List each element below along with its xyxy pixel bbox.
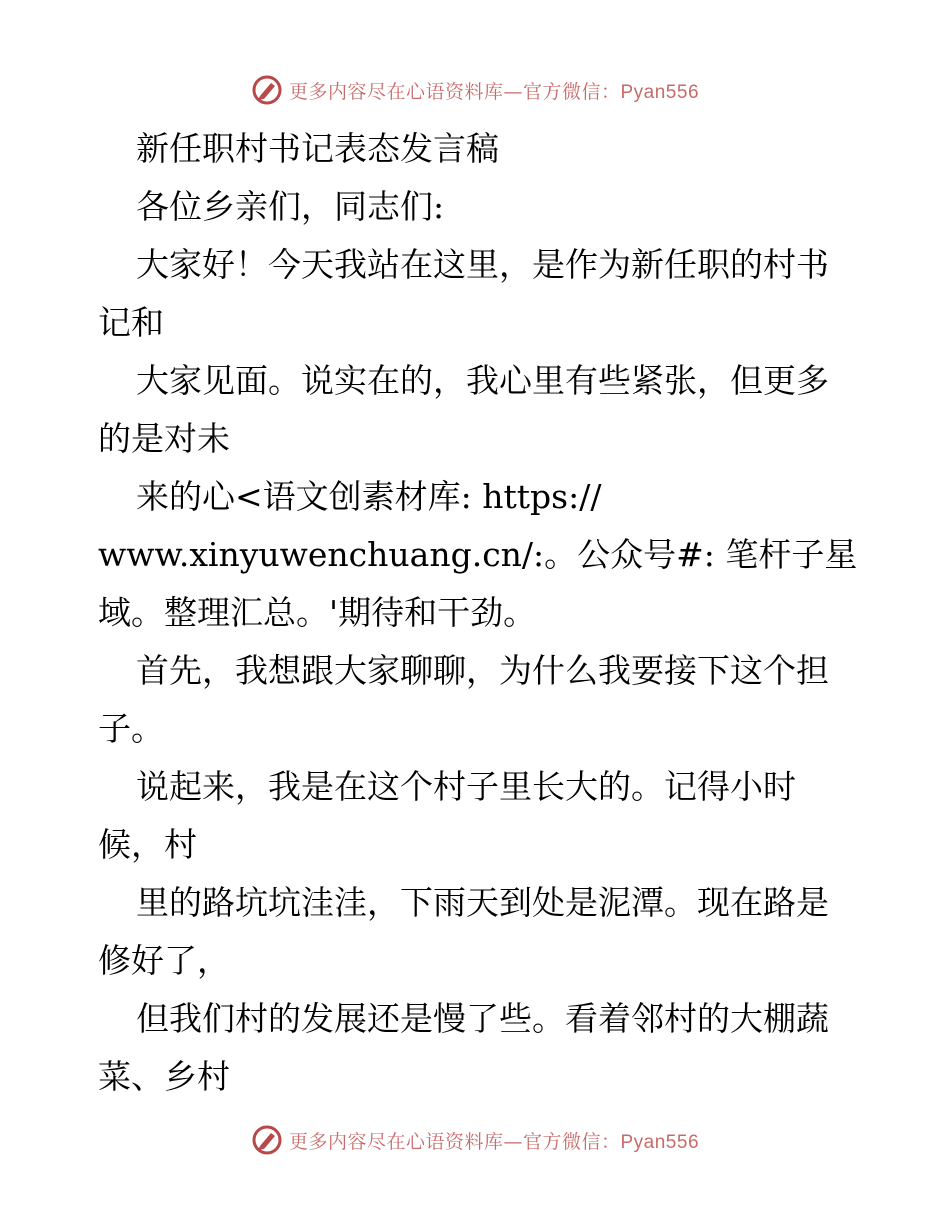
header-banner-inner xyxy=(251,74,699,106)
doc-line: 说起来，我是在这个村子里长大的。记得小时 xyxy=(136,767,796,806)
header-banner xyxy=(0,70,950,110)
doc-line: 域。整理汇总。'期待和干劲。 xyxy=(98,593,537,632)
footer-banner-text xyxy=(289,1127,699,1154)
pen-logo-icon xyxy=(251,74,283,106)
doc-line: 大家见面。说实在的，我心里有些紧张，但更多 xyxy=(136,361,829,400)
footer-banner-cn: 更多内容尽在心语资料库—官方微信： xyxy=(288,1130,621,1153)
doc-line: 各位乡亲们，同志们: xyxy=(136,187,445,226)
doc-line: 修好了， xyxy=(98,941,230,980)
pen-logo-icon xyxy=(251,1124,283,1156)
doc-line: www.xinyuwenchuang.cn/:。公众号#: 笔杆子星 xyxy=(98,535,858,574)
doc-line: 来的心<语文创素材库: https:// xyxy=(136,477,602,516)
header-banner-cn: 更多内容尽在心语资料库—官方微信： xyxy=(288,80,621,103)
doc-line: 大家好！今天我站在这里，是作为新任职的村书 xyxy=(136,245,829,284)
footer-banner-inner xyxy=(251,1124,699,1156)
header-banner-latin: Pyan556 xyxy=(620,81,700,103)
doc-line: 记和 xyxy=(98,303,164,342)
doc-line: 但我们村的发展还是慢了些。看着邻村的大棚蔬 xyxy=(136,999,829,1038)
doc-line: 首先，我想跟大家聊聊，为什么我要接下这个担 xyxy=(136,651,829,690)
document-body xyxy=(98,120,858,1106)
doc-title: 新任职村书记表态发言稿 xyxy=(136,129,499,168)
footer-banner xyxy=(0,1120,950,1160)
footer-banner-latin: Pyan556 xyxy=(620,1131,700,1153)
header-banner-text xyxy=(289,77,699,104)
doc-line: 子。 xyxy=(98,709,164,748)
doc-line: 里的路坑坑洼洼，下雨天到处是泥潭。现在路是 xyxy=(136,883,829,922)
doc-line: 的是对未 xyxy=(98,419,230,458)
doc-line: 候，村 xyxy=(98,825,197,864)
doc-line: 菜、乡村 xyxy=(98,1057,230,1096)
